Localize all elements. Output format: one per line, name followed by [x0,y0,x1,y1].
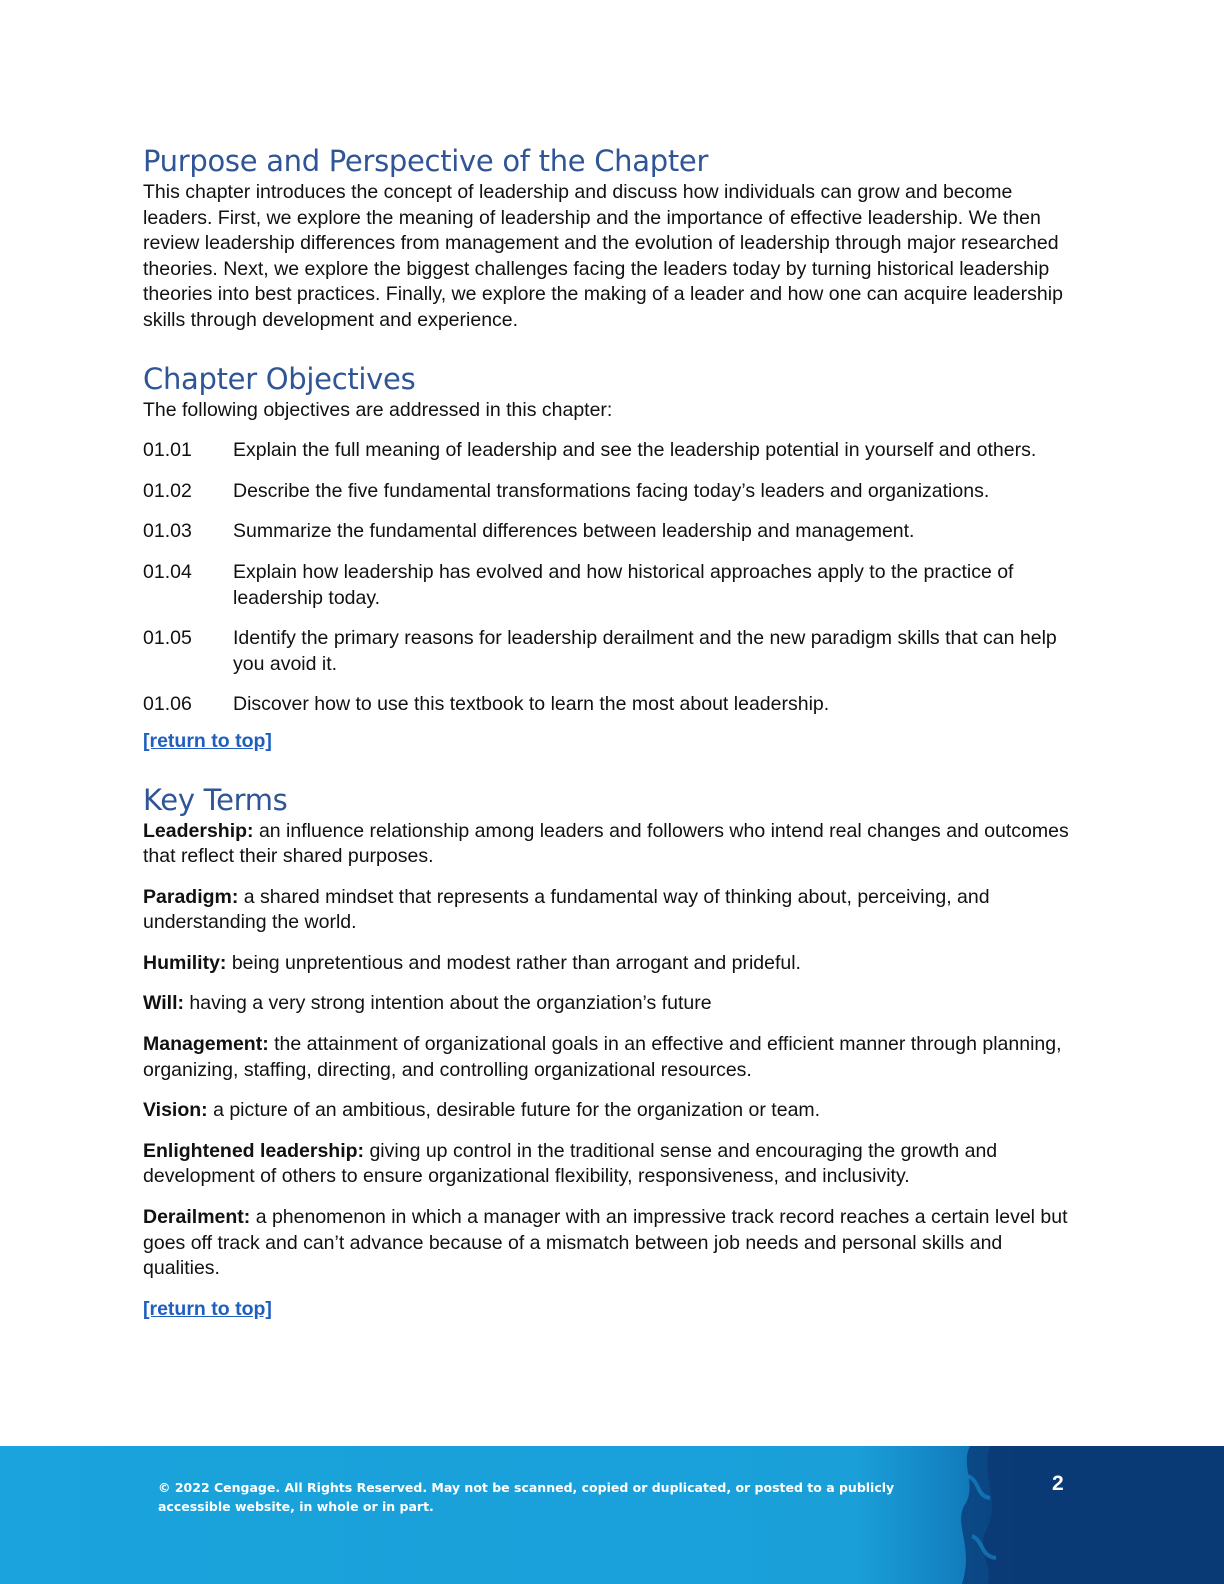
key-term-item [143,1032,1078,1083]
key-term-name: Leadership: [143,819,254,842]
key-term-name: Vision: [143,1099,208,1122]
key-term-name: Derailment: [143,1206,251,1229]
purpose-section [143,142,1078,334]
key-term-definition: giving up control in the traditional sense and encouraging the growth and development of others to ensure organizational flexibility, responsiveness, and inclusivity. [143,1139,998,1188]
key-term-item [143,951,1078,977]
return-to-top-link[interactable]: [return to top] [143,1297,272,1320]
key-terms-heading: Key Terms [143,782,288,817]
page-footer [0,1446,1224,1584]
objective-number: 01.05 [143,627,192,650]
objective-item [143,519,1078,545]
objective-item [143,560,1078,611]
key-term-definition: a picture of an ambitious, desirable future for the organization or team. [207,1099,821,1122]
objective-number: 01.06 [143,693,192,716]
objective-number: 01.03 [143,520,192,543]
objective-text: Summarize the fundamental differences between leadership and management. [233,520,915,543]
key-term-name: Enlightened leadership: [143,1139,365,1162]
objective-number: 01.04 [143,560,192,583]
key-term-name: Management: [143,1033,269,1056]
objective-text: Describe the five fundamental transformations facing today’s leaders and organizations. [233,479,990,502]
objective-text: Explain how leadership has evolved and how historical approaches apply to the practice of leadership today. [233,560,1014,609]
objective-text: Discover how to use this textbook to learn the most about leadership. [233,693,830,716]
key-term-item [143,1098,1078,1124]
key-term-definition: having a very strong intention about the organziation’s future [183,992,712,1015]
brush-texture-decoration [950,1446,1224,1584]
key-term-definition: a shared mindset that represents a fundamental way of thinking about, perceiving, and understanding the world. [143,885,990,934]
objective-item [143,479,1078,505]
key-term-item [143,991,1078,1017]
objective-text: Identify the primary reasons for leadership derailment and the new paradigm skills that can help you avoid it. [233,627,1057,675]
key-term-name: Humility: [143,951,227,974]
objective-number: 01.01 [143,439,192,462]
purpose-body: This chapter introduces the concept of leadership and discuss how individuals can grow and become leaders. First, we explore the meaning of leadership and the importance of effective leadership. We then review leadership differences from management and the evolution of leadership through major researched theories. Next, we explore the biggest challenges facing the leaders today by turning historical leadership theories into best practices. Finally, we explore the making of a leader and how one can acquire leadership skills through development and experience. [143,181,1063,331]
copyright-notice: © 2022 Cengage. All Rights Reserved. May not be scanned, copied or duplicated, or posted to a publicly accessible website, in whole or in part. [158,1480,895,1514]
objective-text: Explain the full meaning of leadership and see the leadership potential in yourself and others. [233,439,1037,462]
purpose-heading: Purpose and Perspective of the Chapter [143,144,709,178]
key-term-item [143,819,1078,870]
objective-item [143,438,1078,464]
document-body [143,142,1078,1322]
objectives-intro: The following objectives are addressed in this chapter: [143,398,613,421]
key-terms-section [143,781,1078,1323]
objectives-heading: Chapter Objectives [143,361,416,396]
objective-number: 01.02 [143,479,192,502]
key-term-definition: an influence relationship among leaders and followers who intend real changes and outcomes that reflect their shared purposes. [143,819,1069,868]
key-term-name: Will: [143,992,184,1015]
key-term-definition: being unpretentious and modest rather than arrogant and prideful. [226,951,801,974]
key-term-definition: a phenomenon in which a manager with an impressive track record reaches a certain level but goes off track and can’t advance because of a mismatch between job needs and personal skills and qualities. [143,1206,1068,1280]
key-term-item [143,1139,1078,1190]
objective-item [143,692,1078,718]
key-term-item [143,1205,1078,1282]
objectives-list [143,438,1078,718]
return-to-top-link[interactable]: [return to top] [143,729,272,752]
objective-item [143,626,1078,677]
page-number: 2 [1052,1472,1064,1495]
key-term-item [143,885,1078,936]
key-term-definition: the attainment of organizational goals in an effective and efficient manner through planning, organizing, staffing, directing, and controlling organizational resources. [143,1033,1062,1081]
objectives-section [143,360,1078,755]
key-term-name: Paradigm: [143,885,239,908]
